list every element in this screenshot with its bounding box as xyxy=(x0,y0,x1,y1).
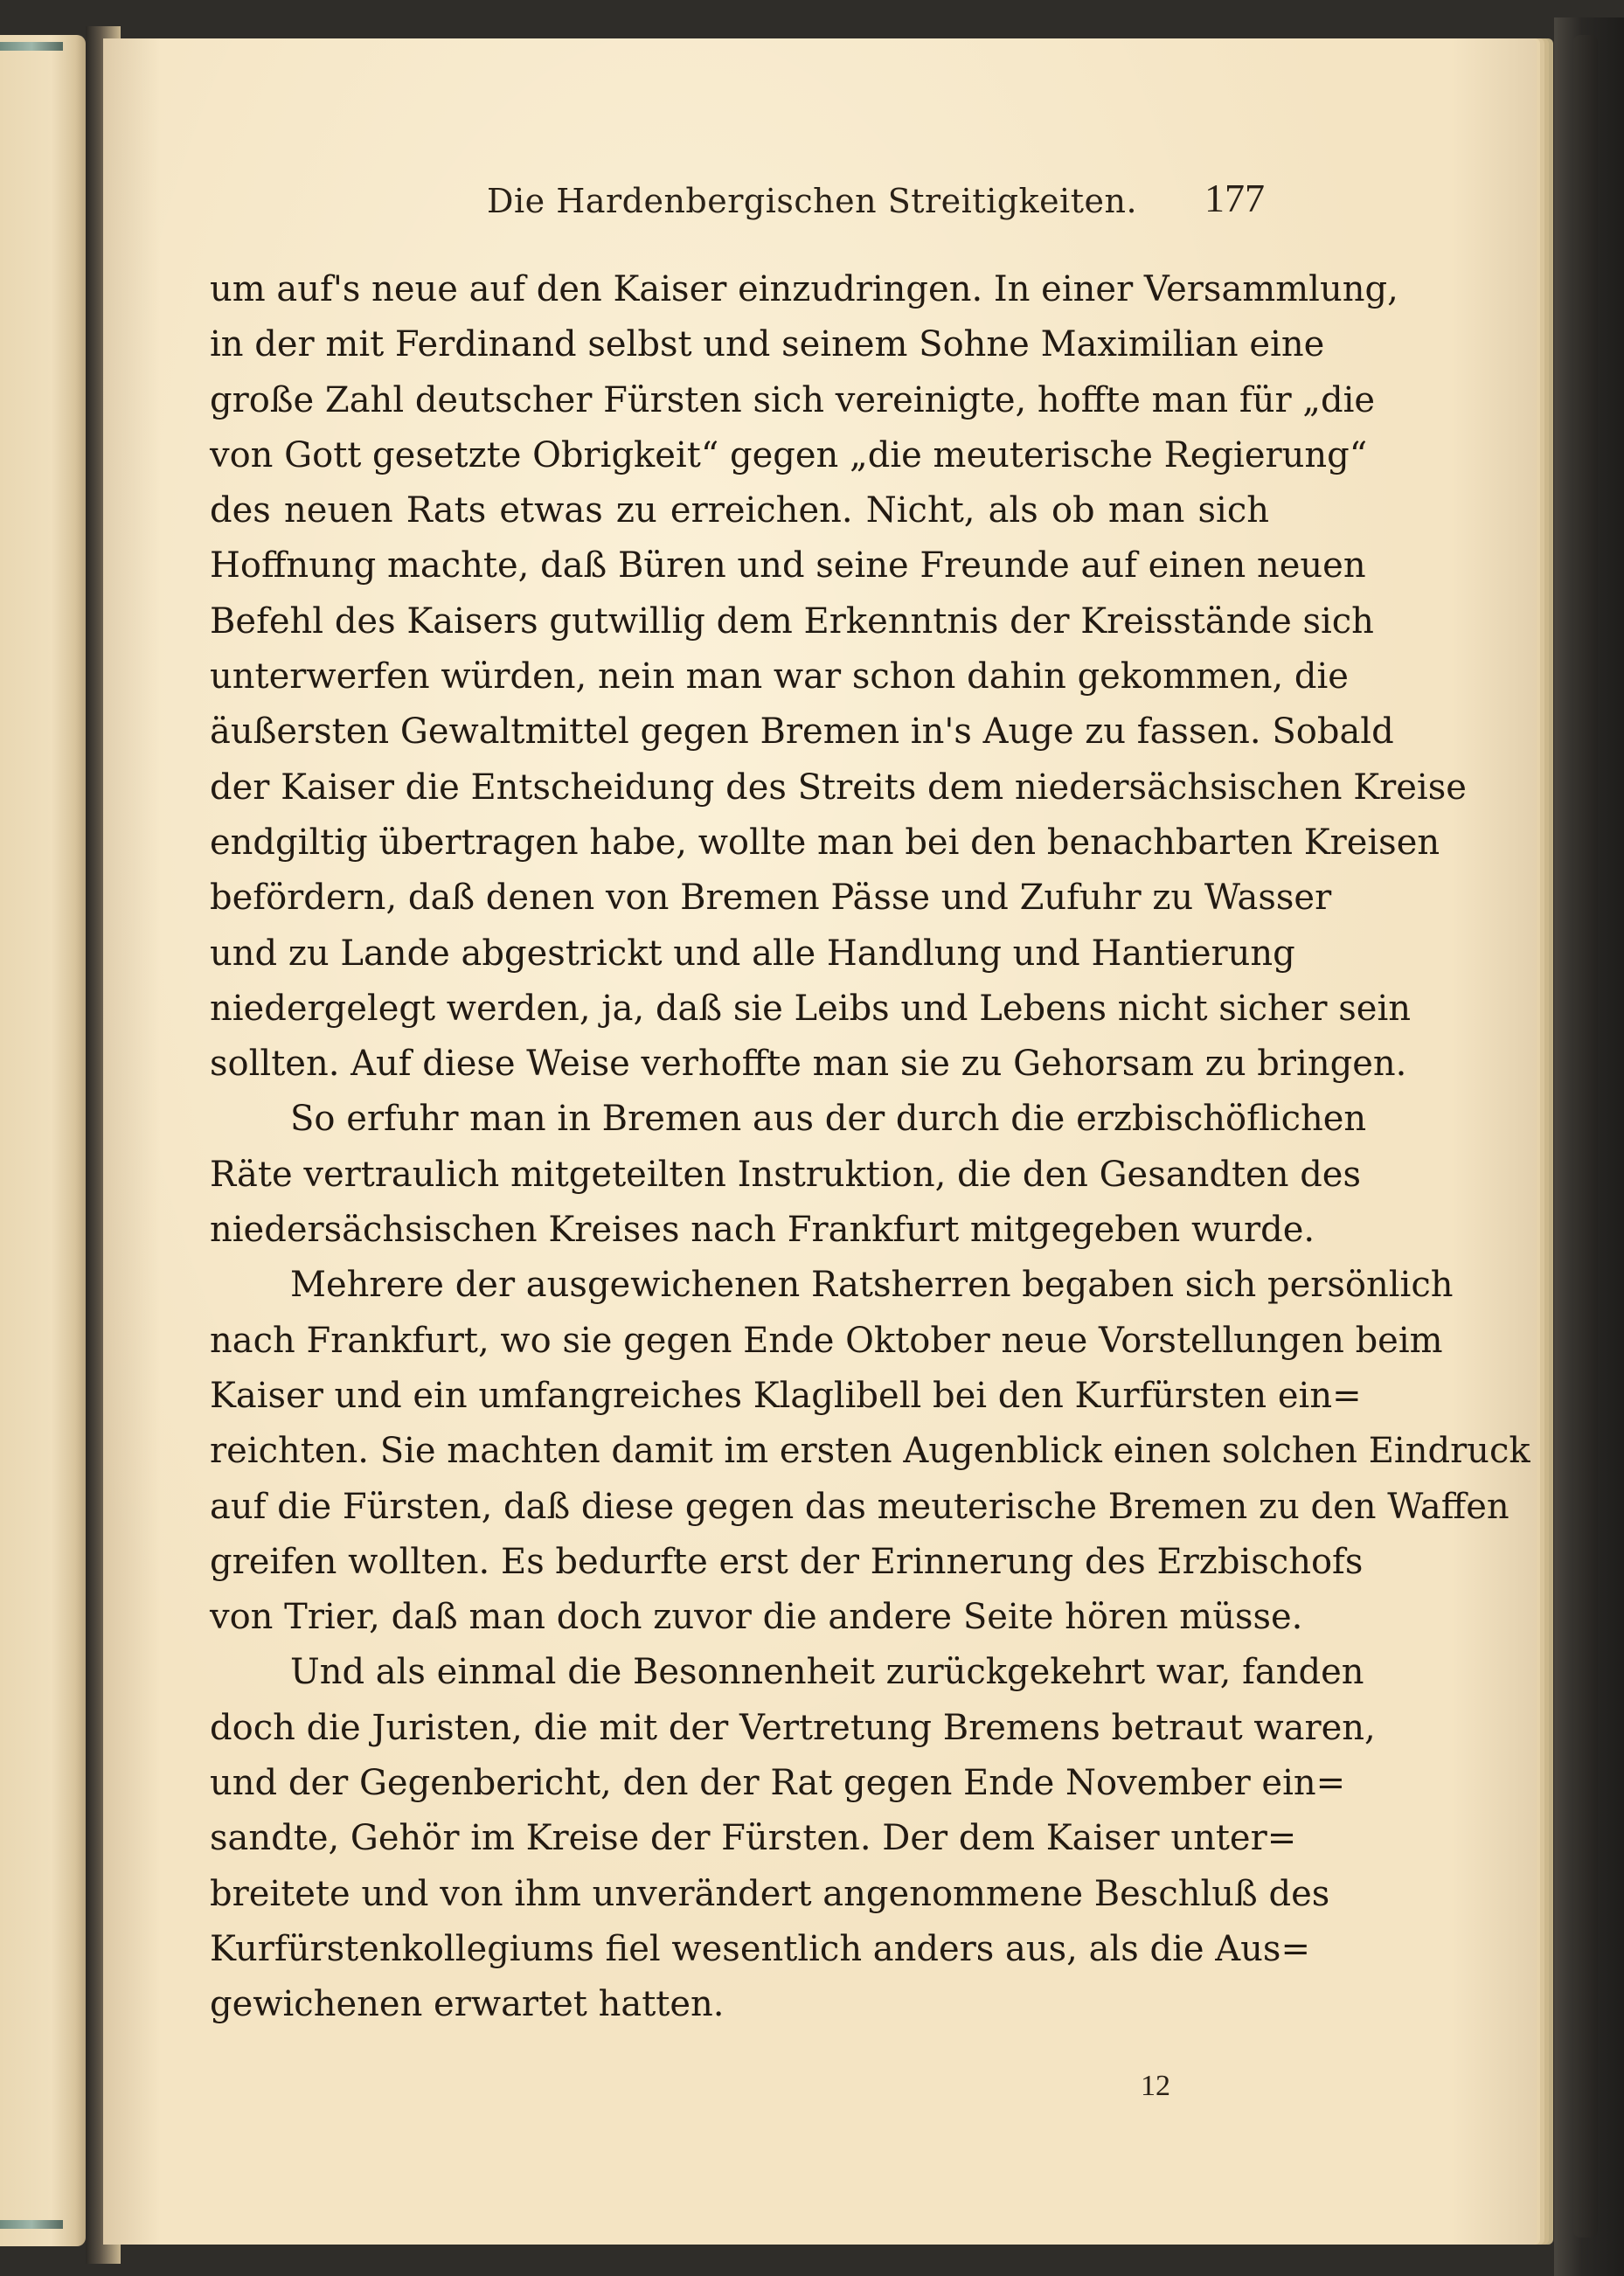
text-line: auf die Fürsten, daß diese gegen das meuterische Bremen zu den Waffen xyxy=(210,1486,1509,1527)
text-line: Mehrere der ausgewichenen Ratsherren begaben sich persönlich xyxy=(290,1265,1454,1306)
text-line: Räte vertraulich mitgeteilten Instruktion, die den Gesandten des xyxy=(210,1154,1361,1195)
text-line: sollten. Auf diese Weise verhoffte man sie zu Gehorsam zu bringen. xyxy=(210,1044,1407,1085)
text-line: endgiltig übertragen habe, wollte man bei den benachbarten Kreisen xyxy=(210,822,1440,863)
text-line: um auf's neue auf den Kaiser einzudringen. In einer Versammlung, xyxy=(210,269,1398,309)
text-line: äußersten Gewaltmittel gegen Bremen in's Auge zu fassen. Sobald xyxy=(210,711,1394,753)
text-line: sandte, Gehör im Kreise der Fürsten. Der dem Kaiser unter= xyxy=(210,1818,1297,1859)
text-line: niedersächsischen Kreises nach Frankfurt mitgegeben wurde. xyxy=(210,1210,1315,1251)
text-line: niedergelegt werden, ja, daß sie Leibs und Lebens nicht sicher sein xyxy=(210,988,1412,1029)
text-line: Hoffnung machte, daß Büren und seine Freunde auf einen neuen xyxy=(210,545,1366,586)
text-line: reichten. Sie machten damit im ersten Augenblick einen solchen Eindruck xyxy=(210,1431,1530,1472)
page-number: 177 xyxy=(1204,176,1265,220)
text-line: in der mit Ferdinand selbst und seinem Sohne Maximilian eine xyxy=(210,324,1325,365)
text-line: So erfuhr man in Bremen aus der durch die erzbischöflichen xyxy=(290,1099,1367,1140)
text-line: nach Frankfurt, wo sie gegen Ende Oktober neue Vorstellungen beim xyxy=(210,1320,1443,1361)
text-line: breitete und von ihm unverändert angenommene Beschluß des xyxy=(210,1873,1330,1914)
running-title: Die Hardenbergischen Streitigkeiten. xyxy=(487,182,1138,220)
text-line: von Gott gesetzte Obrigkeit“ gegen „die meuterische Regierung“ xyxy=(210,434,1368,475)
text-line: der Kaiser die Entscheidung des Streits dem niedersächsischen Kreise xyxy=(210,767,1467,808)
text-line: unterwerfen würden, nein man war schon dahin gekommen, die xyxy=(210,656,1349,697)
signature-mark: 12 xyxy=(1141,2070,1170,2102)
text-line: doch die Juristen, die mit der Vertretung Bremens betraut waren, xyxy=(210,1707,1376,1748)
previous-page-edge xyxy=(0,35,86,2246)
text-line: große Zahl deutscher Fürsten sich vereinigte, hoffte man für „die xyxy=(210,379,1376,420)
text-line: von Trier, daß man doch zuvor die andere Seite hören müsse. xyxy=(210,1597,1303,1638)
text-line: und zu Lande abgestrickt und alle Handlung und Hantierung xyxy=(210,933,1295,974)
text-line: Kaiser und ein umfangreiches Klaglibell bei den Kurfürsten ein= xyxy=(210,1375,1362,1416)
binding-thread-top xyxy=(0,42,63,51)
text-line: befördern, daß denen von Bremen Pässe und Zufuhr zu Wasser xyxy=(210,878,1332,919)
text-line: und der Gegenbericht, den der Rat gegen Ende November ein= xyxy=(210,1763,1346,1804)
binding-thread-bottom xyxy=(0,2220,63,2229)
text-line: greifen wollten. Es bedurfte erst der Erinnerung des Erzbischofs xyxy=(210,1541,1364,1582)
text-line: des neuen Rats etwas zu erreichen. Nicht, als ob man sich xyxy=(210,490,1269,531)
text-line: gewichenen erwartet hatten. xyxy=(210,1984,725,2025)
text-line: Kurfürstenkollegiums fiel wesentlich anders aus, als die Aus= xyxy=(210,1928,1310,1969)
text-line: Befehl des Kaisers gutwillig dem Erkenntnis der Kreisstände sich xyxy=(210,600,1374,642)
running-head xyxy=(207,175,1265,227)
body-text xyxy=(210,262,1530,2033)
text-line: Und als einmal die Besonnenheit zurückgekehrt war, fanden xyxy=(290,1652,1364,1693)
cover-binding xyxy=(1573,35,1598,2238)
